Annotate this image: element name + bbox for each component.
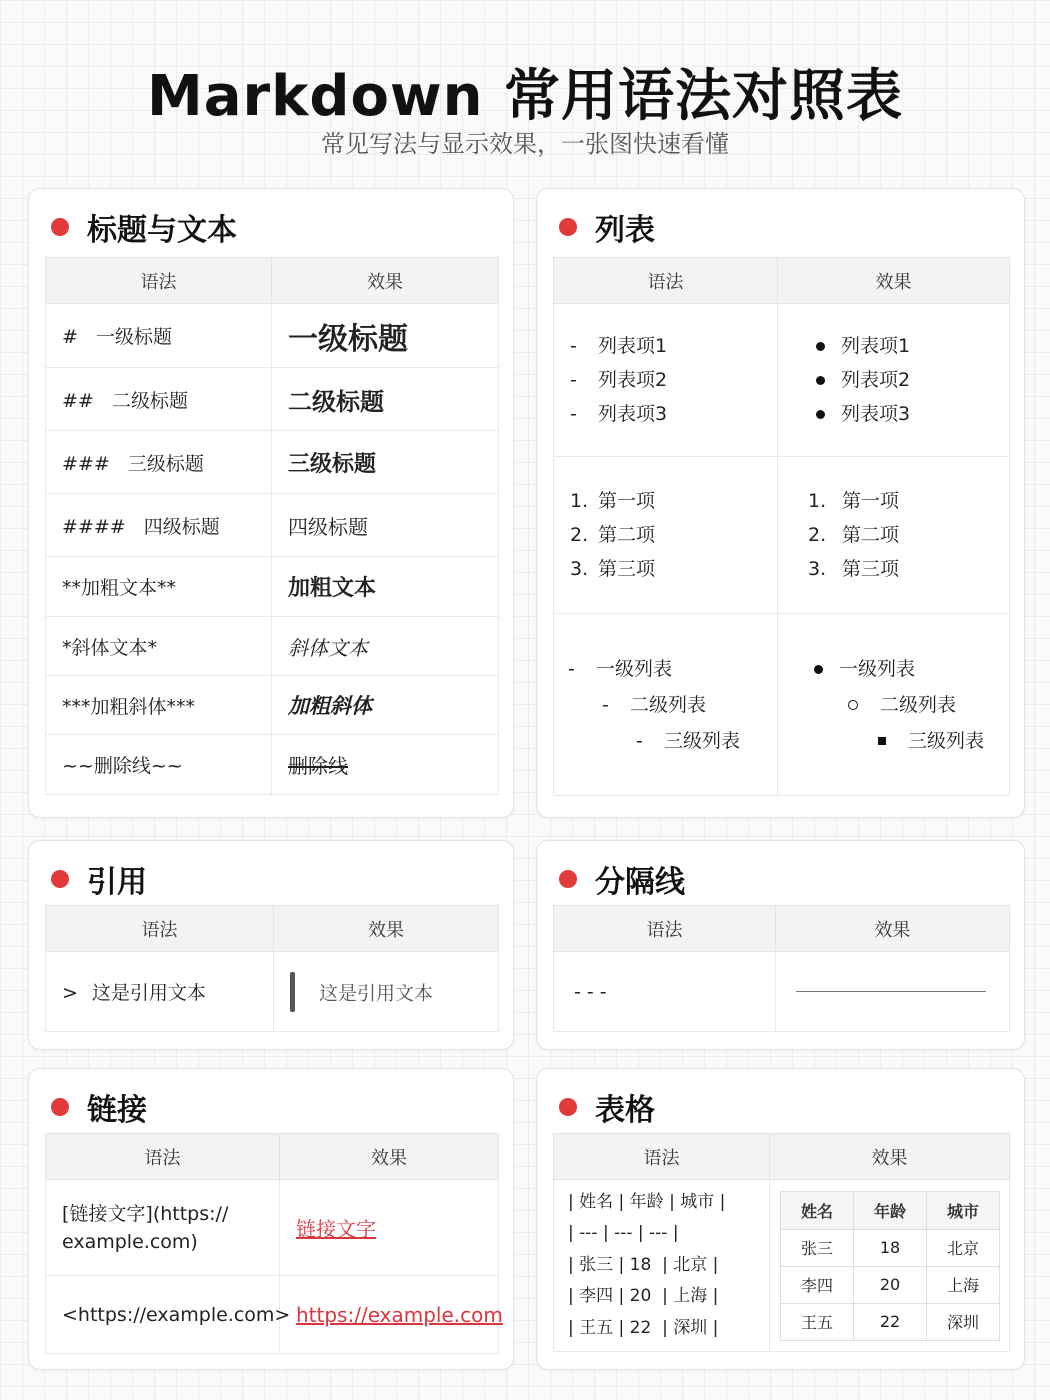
col-syntax-header: 语法	[46, 1134, 280, 1180]
red-dot-icon	[51, 1098, 69, 1116]
syntax-cell	[554, 457, 778, 614]
card-headings	[28, 188, 514, 818]
bold-preview: 加粗文本	[288, 576, 377, 601]
table-row	[554, 304, 1010, 457]
effect-cell	[272, 735, 499, 795]
code-line: | 李四 | 20 | 上海 |	[568, 1286, 719, 1307]
col-effect-header: 效果	[274, 906, 499, 952]
syntax-cell: *斜体文本*	[46, 617, 272, 676]
rendered-table-preview	[780, 1191, 1000, 1341]
effect-cell	[770, 1180, 1010, 1352]
card-divider-title: 分隔线	[595, 865, 685, 900]
card-divider-header	[559, 859, 685, 899]
square-bullet-icon	[878, 737, 886, 745]
table-row	[46, 676, 499, 735]
table-row	[46, 557, 499, 617]
syntax-cell	[554, 304, 778, 457]
circle-bullet-icon	[848, 700, 858, 710]
list-item: 三级列表	[814, 723, 1009, 759]
syntax-cell: [链接文字](https:// example.com)	[46, 1180, 280, 1276]
effect-cell	[272, 557, 499, 617]
col-syntax-header: 语法	[554, 1134, 770, 1180]
effect-cell	[778, 457, 1010, 614]
h3-preview: 三级标题	[288, 451, 377, 477]
list-item: - 一级列表	[568, 657, 673, 680]
bullet-icon	[814, 665, 823, 674]
card-lists-title: 列表	[595, 213, 655, 248]
table-row	[46, 368, 499, 431]
quote-bar-icon	[290, 972, 295, 1012]
list-item: 3. 第三项	[808, 558, 900, 580]
effect-cell	[280, 1180, 499, 1276]
list-item: 列表项1	[816, 329, 1009, 363]
bullet-icon	[816, 342, 825, 351]
syntax-cell: #### 四级标题	[46, 494, 272, 557]
card-headings-title: 标题与文本	[87, 213, 237, 248]
links-table	[45, 1133, 503, 1354]
list-item: - 列表项3	[570, 403, 668, 425]
col-effect-header: 效果	[776, 906, 1010, 952]
col-syntax-header: 语法	[554, 258, 778, 304]
syntax-cell: - - -	[554, 952, 776, 1032]
table-header-cell: 城市	[927, 1191, 1000, 1229]
card-quote-header	[51, 859, 147, 899]
card-tables-title: 表格	[595, 1093, 655, 1128]
list-item: 1. 第一项	[808, 490, 900, 512]
table-row	[781, 1303, 1000, 1340]
card-headings-header	[51, 207, 237, 247]
code-line: | 姓名 | 年龄 | 城市 |	[568, 1191, 726, 1212]
lists-table	[553, 257, 1010, 796]
table-row	[46, 952, 499, 1032]
bullet-icon	[816, 376, 825, 385]
table-cell: 张三	[781, 1229, 854, 1266]
strikethrough-preview: 删除线	[288, 754, 348, 778]
table-row	[46, 1180, 499, 1276]
table-cell: 18	[854, 1229, 927, 1266]
h2-preview: 二级标题	[288, 387, 384, 416]
list-item: 1. 第一项	[570, 490, 656, 512]
table-row	[46, 735, 499, 795]
tables-table	[553, 1133, 1010, 1352]
red-dot-icon	[559, 1098, 577, 1116]
table-cell: 20	[854, 1266, 927, 1303]
list-item: - 列表项2	[570, 369, 668, 391]
col-effect-header: 效果	[272, 258, 499, 304]
effect-cell	[272, 304, 499, 368]
red-dot-icon	[51, 218, 69, 236]
card-tables	[536, 1068, 1025, 1370]
effect-cell	[778, 614, 1010, 796]
red-dot-icon	[559, 218, 577, 236]
card-links-header	[51, 1087, 147, 1127]
red-dot-icon	[559, 870, 577, 888]
table-row	[46, 494, 499, 557]
effect-cell	[776, 952, 1010, 1032]
table-header-cell: 姓名	[781, 1191, 854, 1229]
list-item: 2. 第二项	[570, 524, 656, 546]
effect-cell	[272, 368, 499, 431]
syntax-cell: > 这是引用文本	[46, 952, 274, 1032]
bullet-icon	[816, 410, 825, 419]
table-row	[46, 431, 499, 494]
syntax-cell: ~~删除线~~	[46, 735, 272, 795]
table-row	[46, 1276, 499, 1354]
quote-table	[45, 905, 499, 1032]
effect-cell	[280, 1276, 503, 1354]
table-cell: 李四	[781, 1266, 854, 1303]
syntax-cell	[554, 1180, 770, 1352]
table-cell: 22	[854, 1303, 927, 1340]
list-item: 列表项3	[816, 397, 1009, 431]
table-row	[554, 952, 1010, 1032]
card-links-title: 链接	[87, 1093, 147, 1128]
col-syntax-header: 语法	[46, 258, 272, 304]
table-row	[46, 617, 499, 676]
effect-cell	[778, 304, 1010, 457]
syntax-cell: <https://example.com>	[46, 1276, 280, 1354]
red-dot-icon	[51, 870, 69, 888]
col-effect-header: 效果	[280, 1134, 499, 1180]
page-subtitle: 常见写法与显示效果，一张图快速看懂	[321, 130, 729, 158]
col-effect-header: 效果	[770, 1134, 1010, 1180]
h4-preview: 四级标题	[288, 514, 368, 539]
card-lists-header	[559, 207, 655, 247]
list-item: - 三级列表	[636, 729, 741, 752]
syntax-cell: # 一级标题	[46, 304, 272, 368]
bold-italic-preview: 加粗斜体	[288, 694, 372, 718]
col-effect-header: 效果	[778, 258, 1010, 304]
table-row	[781, 1266, 1000, 1303]
syntax-cell: **加粗文本**	[46, 557, 272, 617]
card-links	[28, 1068, 514, 1370]
link-preview[interactable]: 链接文字	[296, 1217, 376, 1241]
table-header-cell: 年龄	[854, 1191, 927, 1229]
code-line: | 王五 | 22 | 深圳 |	[568, 1317, 719, 1338]
effect-cell	[272, 617, 499, 676]
horizontal-rule-preview	[796, 991, 986, 992]
list-item: - 列表项1	[570, 335, 668, 357]
table-cell: 北京	[927, 1229, 1000, 1266]
card-divider	[536, 840, 1025, 1050]
syntax-cell: ### 三级标题	[46, 431, 272, 494]
table-cell: 王五	[781, 1303, 854, 1340]
headings-table	[45, 257, 499, 795]
table-cell: 上海	[927, 1266, 1000, 1303]
url-link-preview[interactable]: https://example.com	[296, 1302, 503, 1327]
list-item: 一级列表	[814, 651, 1009, 687]
table-row	[554, 614, 1010, 796]
h1-preview: 一级标题	[288, 321, 408, 357]
effect-cell: 这是引用文本	[274, 952, 499, 1032]
card-tables-header	[559, 1087, 655, 1127]
card-quote	[28, 840, 514, 1050]
col-syntax-header: 语法	[554, 906, 776, 952]
list-item: 二级列表	[814, 687, 1009, 723]
col-syntax-header: 语法	[46, 906, 274, 952]
list-item: - 二级列表	[602, 693, 707, 716]
list-item: 3. 第三项	[570, 558, 656, 580]
list-item: 2. 第二项	[808, 524, 900, 546]
divider-table	[553, 905, 1010, 1032]
syntax-cell	[554, 614, 778, 796]
syntax-cell: ***加粗斜体***	[46, 676, 272, 735]
list-item: 列表项2	[816, 363, 1009, 397]
effect-cell	[272, 431, 499, 494]
table-row	[781, 1229, 1000, 1266]
card-lists	[536, 188, 1025, 818]
table-row	[554, 1180, 1010, 1352]
italic-preview: 斜体文本	[288, 635, 368, 660]
effect-cell	[272, 676, 499, 735]
page-title: Markdown 常用语法对照表	[146, 64, 904, 129]
code-line: | 张三 | 18 | 北京 |	[568, 1254, 719, 1275]
table-row	[46, 304, 499, 368]
table-cell: 深圳	[927, 1303, 1000, 1340]
card-quote-title: 引用	[87, 865, 147, 900]
code-line: | --- | --- | --- |	[568, 1223, 679, 1244]
syntax-cell: ## 二级标题	[46, 368, 272, 431]
table-row	[554, 457, 1010, 614]
effect-cell	[272, 494, 499, 557]
